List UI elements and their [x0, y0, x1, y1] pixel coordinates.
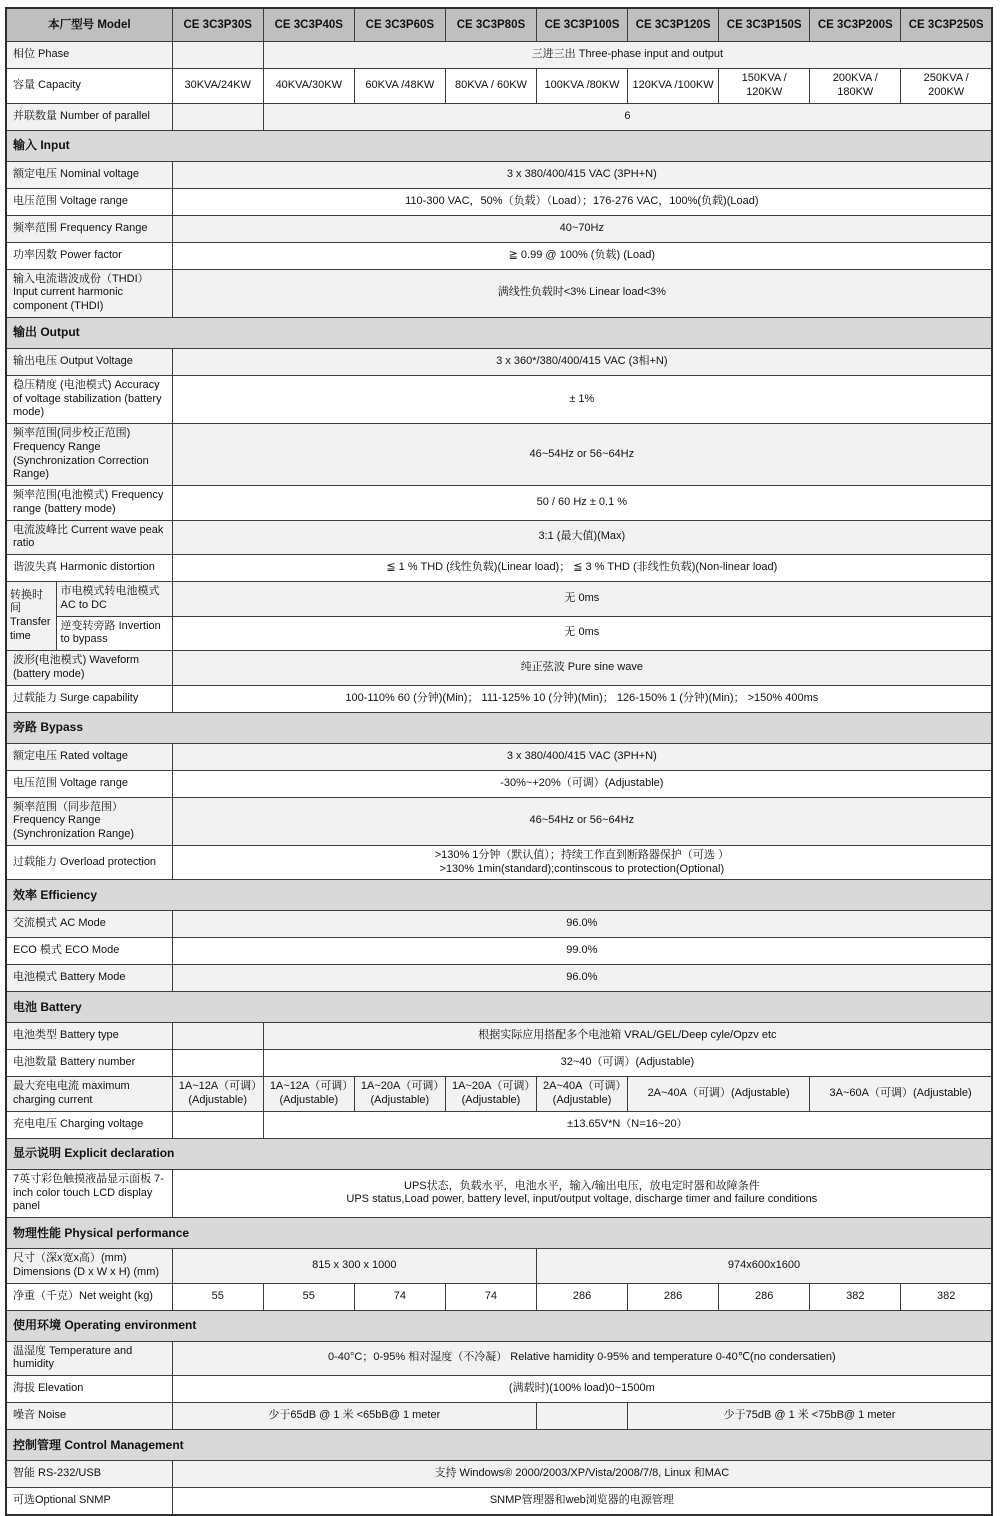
row-value-multiline	[172, 1169, 992, 1217]
spec-row	[6, 582, 992, 617]
row-value: ≦ 1 % THD (线性负载)(Linear load)； ≦ 3 % THD (非线性负载)(Non-linear load)	[172, 555, 992, 582]
row-value: 6	[263, 103, 992, 130]
section-header: 电池 Battery	[6, 992, 992, 1023]
row-value: 99.0%	[172, 938, 992, 965]
row-value: 无 0ms	[172, 616, 992, 651]
row-value: 974x600x1600	[536, 1249, 992, 1284]
spec-row	[6, 486, 992, 521]
section-header-row	[6, 1310, 992, 1341]
row-value: ≧ 0.99 @ 100% (负载) (Load)	[172, 242, 992, 269]
row-value: 286	[628, 1283, 719, 1310]
row-value: 根据实际应用搭配多个电池箱 VRAL/GEL/Deep cyle/Opzv etc	[263, 1023, 992, 1050]
row-value: 815 x 300 x 1000	[172, 1249, 536, 1284]
spec-row	[6, 242, 992, 269]
row-value: 3 x 380/400/415 VAC (3PH+N)	[172, 161, 992, 188]
row-label: 输出电压 Output Voltage	[6, 348, 172, 375]
spec-row	[6, 1403, 992, 1430]
spec-row	[6, 911, 992, 938]
section-header-row	[6, 880, 992, 911]
row-value: 96.0%	[172, 911, 992, 938]
spec-row	[6, 770, 992, 797]
spec-row	[6, 42, 992, 69]
row-value: 三进三出 Three-phase input and output	[263, 42, 992, 69]
spec-row	[6, 797, 992, 845]
row-value	[172, 1111, 263, 1138]
row-label: 市电模式转电池模式 AC to DC	[56, 582, 172, 617]
spec-row	[6, 1169, 992, 1217]
row-label: 输入电流谐波成份（THDI） Input current harmonic component (THDI)	[6, 269, 172, 317]
section-header: 输出 Output	[6, 317, 992, 348]
row-value: 2A~40A（可调）(Adjustable)	[536, 1077, 627, 1112]
row-value	[536, 1403, 627, 1430]
row-value: 纯正弦波 Pure sine wave	[172, 651, 992, 686]
row-group-label: 转换时间 Transfer time	[6, 582, 56, 651]
row-label: 温湿度 Temperature and humidity	[6, 1341, 172, 1376]
row-label: 交流模式 AC Mode	[6, 911, 172, 938]
spec-row	[6, 348, 992, 375]
spec-row	[6, 845, 992, 880]
spec-row	[6, 555, 992, 582]
row-label: 频率范围(电池模式) Frequency range (battery mode)	[6, 486, 172, 521]
row-value: 3 x 380/400/415 VAC (3PH+N)	[172, 743, 992, 770]
row-value: 74	[354, 1283, 445, 1310]
row-label: 波形(电池模式) Waveform (battery mode)	[6, 651, 172, 686]
spec-row	[6, 1488, 992, 1516]
row-label: 并联数量 Number of parallel	[6, 103, 172, 130]
row-label: 功率因数 Power factor	[6, 242, 172, 269]
row-value: 2A~40A（可调）(Adjustable)	[628, 1077, 810, 1112]
row-value: 3 x 360*/380/400/415 VAC (3相+N)	[172, 348, 992, 375]
spec-row	[6, 1111, 992, 1138]
spec-row	[6, 1023, 992, 1050]
spec-row	[6, 651, 992, 686]
model-header-label: 本厂型号 Model	[6, 8, 172, 42]
row-value: 46~54Hz or 56~64Hz	[172, 424, 992, 486]
row-value: 1A~20A（可调）(Adjustable)	[445, 1077, 536, 1112]
row-value: SNMP管理器和web浏览器的电源管理	[172, 1488, 992, 1516]
row-value: 支持 Windows® 2000/2003/XP/Vista/2008/7/8, Linux 和MAC	[172, 1461, 992, 1488]
row-label: 容量 Capacity	[6, 69, 172, 104]
spec-row	[6, 1077, 992, 1112]
row-value: 286	[719, 1283, 810, 1310]
row-label: 电池类型 Battery type	[6, 1023, 172, 1050]
spec-row	[6, 161, 992, 188]
row-value: 110-300 VAC，50%（负载）（Load）；176-276 VAC，100%(负载)(Load)	[172, 188, 992, 215]
model-header-cell: CE 3C3P150S	[719, 8, 810, 42]
row-value: 3A~60A（可调）(Adjustable)	[810, 1077, 992, 1112]
row-label: 电流波峰比 Current wave peak ratio	[6, 520, 172, 555]
row-value: 40KVA/30KW	[263, 69, 354, 104]
section-header-row	[6, 317, 992, 348]
row-value: 1A~12A（可调）(Adjustable)	[172, 1077, 263, 1112]
section-header: 输入 Input	[6, 130, 992, 161]
section-header: 控制管理 Control Management	[6, 1430, 992, 1461]
spec-row	[6, 743, 992, 770]
spec-row	[6, 375, 992, 423]
row-value	[172, 42, 263, 69]
row-label: 逆变转旁路 Invertion to bypass	[56, 616, 172, 651]
row-label: 7英寸彩色触摸液晶显示面板 7-inch color touch LCD display panel	[6, 1169, 172, 1217]
row-value: 382	[901, 1283, 992, 1310]
spec-row	[6, 1050, 992, 1077]
row-value: 50 / 60 Hz ± 0.1 %	[172, 486, 992, 521]
spec-row	[6, 938, 992, 965]
row-value: 40~70Hz	[172, 215, 992, 242]
row-value: (满载时)(100% load)0~1500m	[172, 1376, 992, 1403]
row-value: 少于75dB @ 1 米 <75bB@ 1 meter	[628, 1403, 992, 1430]
row-label: 充电电压 Charging voltage	[6, 1111, 172, 1138]
row-value: 无 0ms	[172, 582, 992, 617]
spec-row	[6, 188, 992, 215]
section-header-row	[6, 1218, 992, 1249]
section-header: 使用环境 Operating environment	[6, 1310, 992, 1341]
row-value: 3:1 (最大值)(Max)	[172, 520, 992, 555]
spec-row	[6, 103, 992, 130]
spec-row	[6, 520, 992, 555]
row-value: -30%~+20%（可调）(Adjustable)	[172, 770, 992, 797]
row-value: 55	[172, 1283, 263, 1310]
section-header-row	[6, 1430, 992, 1461]
row-label: 过载能力 Surge capability	[6, 685, 172, 712]
row-label: 频率范围（同步范围） Frequency Range (Synchronization Range)	[6, 797, 172, 845]
row-label: ECO 模式 ECO Mode	[6, 938, 172, 965]
row-value: 286	[536, 1283, 627, 1310]
row-value: 0-40°C；0-95% 相对湿度（不冷凝） Relative hamidity 0-95% and temperature 0-40℃(no condersatien)	[172, 1341, 992, 1376]
section-header: 显示说明 Explicit declaration	[6, 1138, 992, 1169]
spec-row	[6, 616, 992, 651]
spec-row	[6, 424, 992, 486]
row-value: 满线性负载时<3% Linear load<3%	[172, 269, 992, 317]
row-value: 32~40（可调）(Adjustable)	[263, 1050, 992, 1077]
row-value: 60KVA /48KW	[354, 69, 445, 104]
section-header-row	[6, 130, 992, 161]
row-label: 可选Optional SNMP	[6, 1488, 172, 1516]
row-label: 电池数量 Battery number	[6, 1050, 172, 1077]
section-header-row	[6, 1138, 992, 1169]
model-header-cell: CE 3C3P80S	[445, 8, 536, 42]
row-value: 30KVA/24KW	[172, 69, 263, 104]
row-value: 少于65dB @ 1 米 <65bB@ 1 meter	[172, 1403, 536, 1430]
row-value: 150KVA / 120KW	[719, 69, 810, 104]
row-label: 电压范围 Voltage range	[6, 188, 172, 215]
model-header-cell: CE 3C3P250S	[901, 8, 992, 42]
model-header-cell: CE 3C3P200S	[810, 8, 901, 42]
row-value: 80KVA / 60KW	[445, 69, 536, 104]
spec-row	[6, 1461, 992, 1488]
row-label: 稳压精度 (电池模式) Accuracy of voltage stabilization (battery mode)	[6, 375, 172, 423]
row-value: ± 1%	[172, 375, 992, 423]
spec-row	[6, 685, 992, 712]
spec-row	[6, 269, 992, 317]
value-line: >130% 1分钟（默认值）；持续工作直到断路器保护（可选 ）	[434, 848, 729, 861]
row-value: 100-110% 60 (分钟)(Min)； 111-125% 10 (分钟)(Min)； 126-150% 1 (分钟)(Min)； >150% 400ms	[172, 685, 992, 712]
ups-spec-table	[5, 7, 993, 1516]
row-value: 1A~20A（可调）(Adjustable)	[354, 1077, 445, 1112]
row-value: 100KVA /80KW	[536, 69, 627, 104]
spec-row	[6, 69, 992, 104]
section-header: 物理性能 Physical performance	[6, 1218, 992, 1249]
row-label: 电池模式 Battery Mode	[6, 965, 172, 992]
spec-row	[6, 1249, 992, 1284]
section-header: 效率 Efficiency	[6, 880, 992, 911]
row-label: 额定电压 Rated voltage	[6, 743, 172, 770]
row-label: 最大充电电流 maximum charging current	[6, 1077, 172, 1112]
spec-row	[6, 215, 992, 242]
model-header-cell: CE 3C3P40S	[263, 8, 354, 42]
row-label: 频率范围 Frequency Range	[6, 215, 172, 242]
value-line: UPS status,Load power, battery level, input/output voltage, discharge timer and failure conditions	[346, 1193, 818, 1206]
row-value: 250KVA / 200KW	[901, 69, 992, 104]
section-header: 旁路 Bypass	[6, 712, 992, 743]
model-header-cell: CE 3C3P60S	[354, 8, 445, 42]
row-label: 净重（千克）Net weight (kg)	[6, 1283, 172, 1310]
row-label: 过载能力 Overload protection	[6, 845, 172, 880]
row-label: 电压范围 Voltage range	[6, 770, 172, 797]
row-label: 额定电压 Nominal voltage	[6, 161, 172, 188]
row-value: 200KVA / 180KW	[810, 69, 901, 104]
model-header-cell: CE 3C3P100S	[536, 8, 627, 42]
spec-row	[6, 1283, 992, 1310]
spec-row	[6, 965, 992, 992]
row-value: 96.0%	[172, 965, 992, 992]
row-label: 尺寸（深x宽x高）(mm) Dimensions (D x W x H) (mm)	[6, 1249, 172, 1284]
model-header-cell: CE 3C3P120S	[628, 8, 719, 42]
model-header-row	[6, 8, 992, 42]
row-value-multiline	[172, 845, 992, 880]
row-label: 频率范围(同步校正范围) Frequency Range (Synchronization Correction Range)	[6, 424, 172, 486]
spec-row	[6, 1341, 992, 1376]
value-line: >130% 1min(standard);continscous to protection(Optional)	[439, 862, 725, 875]
row-value	[172, 1050, 263, 1077]
row-label: 噪音 Noise	[6, 1403, 172, 1430]
row-value: 120KVA /100KW	[628, 69, 719, 104]
spec-row	[6, 1376, 992, 1403]
row-value: 55	[263, 1283, 354, 1310]
row-label: 智能 RS-232/USB	[6, 1461, 172, 1488]
row-value	[172, 103, 263, 130]
section-header-row	[6, 992, 992, 1023]
row-value: 46~54Hz or 56~64Hz	[172, 797, 992, 845]
row-value: ±13.65V*N（N=16~20）	[263, 1111, 992, 1138]
section-header-row	[6, 712, 992, 743]
row-label: 谐波失真 Harmonic distortion	[6, 555, 172, 582]
model-header-cell: CE 3C3P30S	[172, 8, 263, 42]
value-line: UPS状态，负载水平，电池水平，输入/输出电压，放电定时器和故障条件	[404, 1179, 760, 1192]
row-value	[172, 1023, 263, 1050]
row-label: 海拔 Elevation	[6, 1376, 172, 1403]
row-value: 1A~12A（可调）(Adjustable)	[263, 1077, 354, 1112]
row-label: 相位 Phase	[6, 42, 172, 69]
row-value: 382	[810, 1283, 901, 1310]
row-value: 74	[445, 1283, 536, 1310]
